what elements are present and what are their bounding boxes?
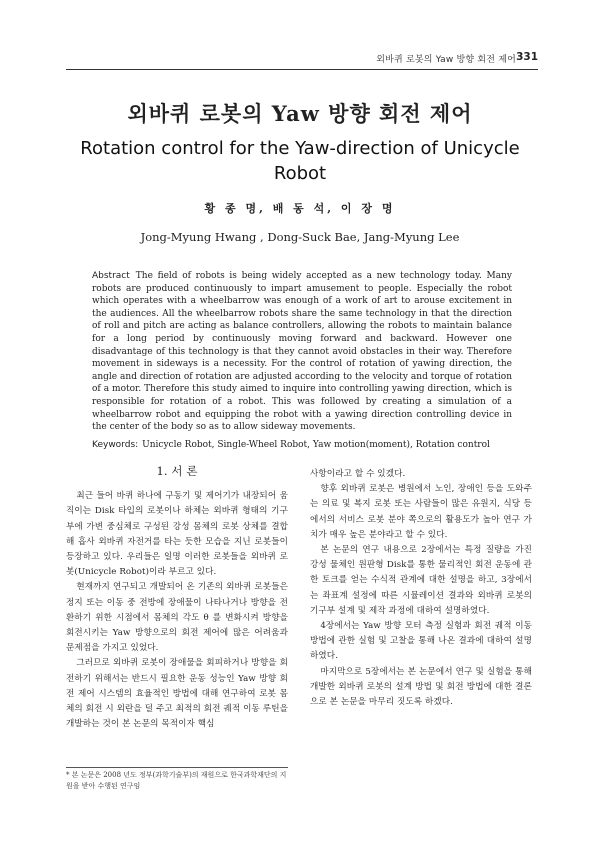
header-rule xyxy=(66,69,538,70)
page-number: 331 xyxy=(516,51,538,63)
authors-korean: 황 종 명, 배 동 석, 이 장 명 xyxy=(204,202,396,215)
authors-english: Jong-Myung Hwang , Dong-Suck Bae, Jang-Myung Lee xyxy=(140,230,460,244)
keywords xyxy=(92,440,512,450)
running-title: 외바퀴 로봇의 Yaw 방향 회전 제어 xyxy=(376,55,516,65)
right-column xyxy=(310,467,532,710)
footnote-rule xyxy=(66,767,288,768)
keywords-text: Unicycle Robot, Single-Wheel Robot, Yaw motion(moment), Rotation control xyxy=(142,440,490,450)
running-header xyxy=(66,50,538,70)
body-paragraph: 현재까지 연구되고 개발되어 온 기존의 외바퀴 로봇들은 정지 또는 이동 중 전방에 장애물이 나타나거나 방향을 전환하기 위한 시점에서 몸체의 각도 θ 를 변화시켜 방향을 회전시키는 Yaw 방향으로의 회전 제어에 많은 어려움과 문제점을 가지고 있었다. xyxy=(66,582,288,654)
abstract-text: The field of robots is being widely accepted as a new technology today. Many robots are produced continuously to impart amusement to people. Especially the robot which operates with a wheelbarrow was enough of a work of art to arouse excitement in the audiences. All the wheelbarrow robots share the same technology in that the direction of roll and pitch are acting as balance controllers, allowing the robots to maintain balance for a long period by continuously moving forward and backward. However one disadvantage of this technology is that they cannot avoid obstacles in their way. Therefore movement in sideways is a necessity. For the control of rotation of yawing direction, the angle and direction of rotation are adjusted according to the velocity and torque of rotation of a motor. Therefore this study aimed to inquire into controlling yawing direction, which is responsible for rotation of a robot. This was followed by creating a simulation of a wheelbarrow robot and equipping the robot with a yawing direction controlling device in the center of the body so as to allow sideway movements. xyxy=(92,271,512,433)
body-paragraph: 본 논문의 연구 내용으로 2장에서는 특정 질량을 가진 강성 물체인 원판형 Disk를 통한 물리적인 회전 운동에 관한 토크를 얻는 수식적 관계에 대한 설명을 하고, 3장에서는 좌표계 설정에 따른 시뮬레이션 결과와 외바퀴 로봇의 기구부 설계 및 제작 과정에 대하여 설명하였다. xyxy=(310,545,532,616)
left-column xyxy=(66,458,288,732)
body-paragraph: 그러므로 외바퀴 로봇이 장애물을 회피하거나 방향을 회전하기 위해서는 반드시 필요한 운동 성능인 Yaw 방향 회전 제어 시스템의 효율적인 방법에 대해 연구하여 로봇 몸체의 회전 시 외란을 덜 주고 최적의 회전 궤적 이동 루틴을 개발하는 것이 본 논문의 목적이자 핵심 xyxy=(66,658,288,730)
footnote: * 본 논문은 2008 년도 정부(과학기술부)의 재원으로 한국과학재단의 지원을 받아 수행된 연구임 xyxy=(66,771,287,790)
body-paragraph: 최근 들어 바퀴 하나에 구동기 및 제어기가 내장되어 움직이는 Disk 타입의 로봇이나 하체는 외바퀴 형태의 기구부에 가변 중심체로 구성된 강성 몸체의 로봇 상체를 결합해 흡사 외바퀴 자전거를 타는 듯한 모습을 지닌 로봇들이 등장하고 있다. 우리들은 일명 이러한 로봇들을 외바퀴 로봇(Unicycle Robot)이라 부르고 있다. xyxy=(66,491,288,578)
body-paragraph: 4장에서는 Yaw 방향 모터 측정 실험과 회전 궤적 이동방법에 관한 실험 및 고찰을 통해 나온 결과에 대하여 설명하였다. xyxy=(310,621,532,662)
body-paragraph: 사항이라고 할 수 있겠다. xyxy=(310,469,406,479)
section-heading-introduction: 1. 서 론 xyxy=(156,464,198,478)
title-korean: 외바퀴 로봇의 Yaw 방향 회전 제어 xyxy=(127,101,473,126)
abstract-label: Abstract xyxy=(92,271,130,281)
keywords-label: Keywords: xyxy=(92,440,139,450)
body-paragraph: 향후 외바퀴 로봇은 병원에서 노인, 장애인 등을 도와주는 의료 및 복지 로봇 또는 사람들이 많은 유원지, 식당 등에서의 서비스 로봇 분야 쪽으로의 활용도가 높아 연구 가치가 매우 높은 분야라고 할 수 있다. xyxy=(310,484,532,540)
abstract xyxy=(92,270,512,434)
title-english: Rotation control for the Yaw-direction of Unicycle Robot xyxy=(80,138,520,184)
body-paragraph: 마지막으로 5장에서는 본 논문에서 연구 및 실험을 통해 개발한 외바퀴 로봇의 설계 방법 및 회전 방법에 대한 결론으로 본 논문을 마무리 짓도록 하겠다. xyxy=(310,666,532,708)
